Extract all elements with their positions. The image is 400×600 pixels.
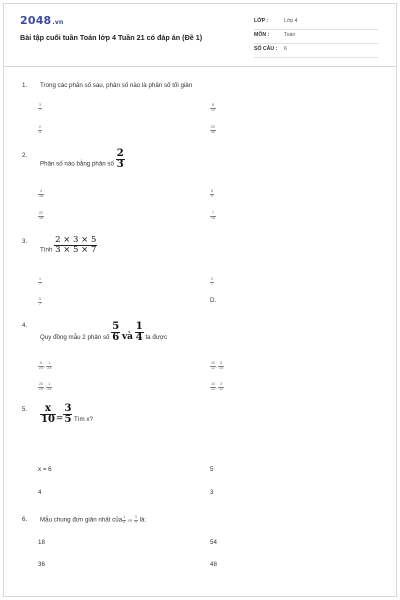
document-title: Bài tập cuối tuần Toán lớp 4 Tuần 21 có đáp án (Đề 1) (20, 33, 203, 42)
q6-option-c[interactable]: 36 (38, 561, 45, 568)
q4-option-c[interactable]: $\frac{20}{24}$ , $\frac{1}{24}$ (39, 382, 52, 391)
q1-option-c[interactable] (38, 126, 42, 134)
header-divider (3, 66, 397, 67)
fraction: $\frac{2}{3}$ (116, 148, 124, 170)
fraction: $\frac{1}{6}$ (123, 515, 126, 524)
q2-option-b[interactable] (210, 190, 214, 198)
fraction: $\frac{10}{12}$ (211, 361, 215, 370)
q1-option-d[interactable] (210, 126, 216, 134)
meta-row-class: LỚP : Lớp 4 (254, 16, 378, 30)
q4-option-d[interactable]: $\frac{10}{12}$ , $\frac{3}{12}$ (211, 382, 224, 391)
q5-option-b[interactable]: 5 (210, 466, 214, 473)
q1-option-b[interactable] (210, 104, 216, 112)
q3-option-b[interactable] (210, 278, 214, 286)
page-frame (3, 3, 397, 597)
fraction: $\frac{4}{18}$ (39, 189, 43, 198)
q3-option-a[interactable] (38, 278, 42, 286)
fraction: $\frac{1}{7}$ (39, 277, 41, 286)
q6-option-b[interactable]: 54 (210, 539, 217, 546)
q2-option-d[interactable] (210, 212, 216, 220)
meta-panel (254, 16, 378, 58)
fraction: $\frac{2}{7}$ (211, 277, 213, 286)
fraction: $\frac{1}{24}$ (47, 382, 52, 391)
fraction: $\frac{7}{15}$ (211, 211, 215, 220)
q5-option-d[interactable]: 3 (210, 489, 214, 496)
fraction: $\frac{5}{24}$ (39, 361, 43, 370)
fraction: $\frac{20}{24}$ (39, 382, 43, 391)
fraction: $\frac{5}{6}$ (112, 321, 120, 343)
q3-option-d[interactable]: D. (210, 297, 217, 304)
fraction: $\frac{3}{9}$ (134, 515, 137, 524)
fraction: $\frac{2 \times 3 \times 5}{3 \times 5 \times 7}$ (55, 235, 97, 255)
fraction: $\frac{6}{9}$ (211, 189, 213, 198)
q1-option-a[interactable] (38, 104, 42, 112)
fraction: $\frac{5}{7}$ (39, 297, 41, 306)
meta-row-count: SỐ CÂU : 6 (254, 44, 378, 58)
q4-option-b[interactable]: $\frac{10}{12}$ , $\frac{6}{24}$ (211, 361, 224, 370)
fraction: $\frac{1}{24}$ (47, 361, 52, 370)
site-logo[interactable]: 2048.vn (20, 14, 64, 27)
q2-option-a[interactable] (38, 190, 44, 198)
q4-option-a[interactable]: $\frac{5}{24}$ , $\frac{1}{24}$ (39, 361, 52, 370)
fraction: $\frac{20}{35}$ (211, 125, 215, 134)
fraction: $\frac{22}{18}$ (39, 211, 43, 220)
q2-option-c[interactable] (38, 212, 44, 220)
fraction: $\frac{x}{10}$ (41, 403, 55, 425)
fraction: $\frac{6}{24}$ (219, 361, 224, 370)
meta-row-subject: MÔN : Toán (254, 30, 378, 44)
q5-option-a[interactable]: x = 6 (38, 466, 52, 473)
fraction: $\frac{8}{12}$ (211, 103, 215, 112)
q5-option-c[interactable]: 4 (38, 489, 42, 496)
fraction: $\frac{10}{12}$ (211, 382, 215, 391)
fraction: $\frac{2}{4}$ (39, 125, 41, 134)
q3-option-c[interactable] (38, 298, 42, 306)
fraction: $\frac{1}{4}$ (135, 321, 143, 343)
fraction: $\frac{3}{5}$ (64, 403, 72, 425)
fraction: $\frac{3}{12}$ (219, 382, 224, 391)
q6-option-d[interactable]: 48 (210, 561, 217, 568)
fraction: $\frac{3}{7}$ (39, 103, 41, 112)
q6-option-a[interactable]: 18 (38, 539, 45, 546)
